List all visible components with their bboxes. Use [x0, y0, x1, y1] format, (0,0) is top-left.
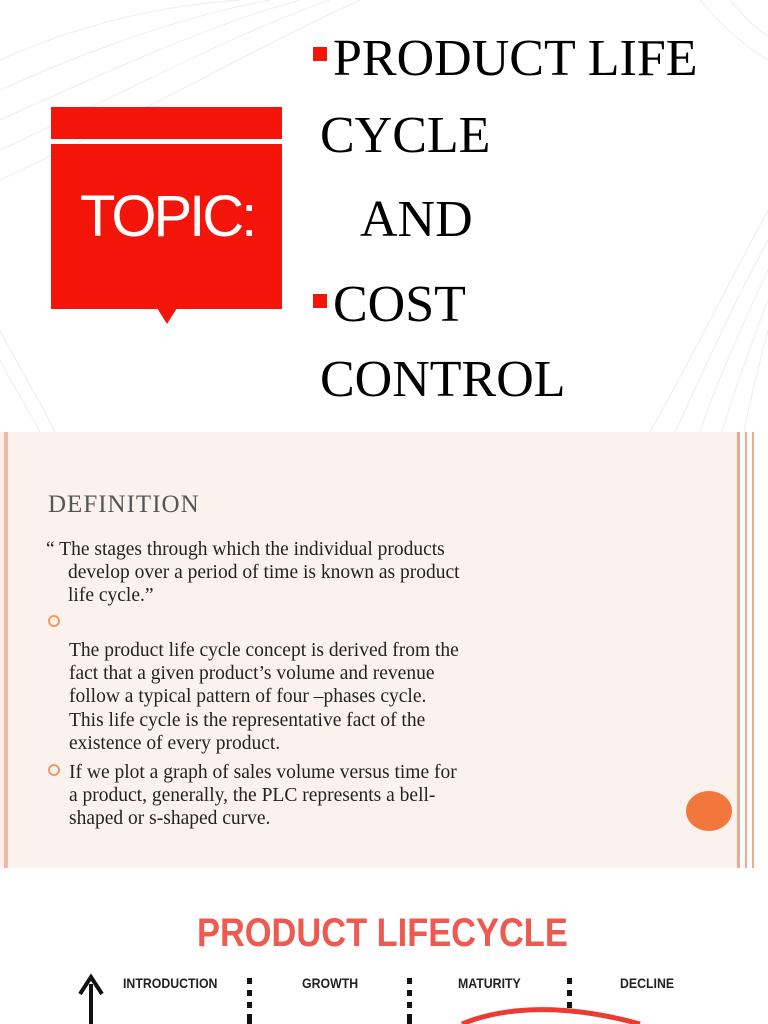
lifecycle-title: PRODUCT LIFECYCLE: [197, 911, 568, 955]
bullet-square-icon: [313, 47, 327, 61]
stage-divider: [407, 978, 412, 984]
quote-line: develop over a period of time is known as product: [68, 562, 460, 584]
bullet-line: shaped or s-shaped curve.: [69, 808, 271, 830]
topic-label: TOPIC:: [80, 184, 255, 249]
title-line-cost: COST: [333, 276, 466, 333]
bullet-line: The product life cycle concept is derived from the: [69, 640, 459, 661]
stage-divider: [567, 978, 572, 984]
title-slide: [0, 0, 768, 432]
definition-slide: [0, 432, 768, 868]
stage-divider: [247, 1002, 252, 1008]
stage-divider: [407, 990, 412, 996]
bullet-paragraph-1: [69, 639, 659, 755]
bullet-ring-icon: [48, 764, 60, 776]
stage-divider: [407, 1014, 412, 1024]
stage-divider: [407, 1002, 412, 1008]
right-border-line: [752, 432, 754, 868]
bullet-square-icon: [313, 294, 327, 308]
bullet-paragraph-2: [69, 761, 659, 831]
orange-circle-decoration: [686, 791, 732, 831]
definition-heading: DEFINITION: [48, 491, 200, 518]
lifecycle-curve: [462, 1010, 640, 1024]
bullet-line: a product, generally, the PLC represents a bell-: [69, 785, 436, 807]
left-border-line: [4, 432, 8, 868]
stage-growth: GROWTH: [302, 975, 359, 991]
stage-decline: DECLINE: [620, 975, 675, 991]
topic-header-bar: [51, 107, 282, 139]
bullet-line: existence of every product.: [69, 732, 281, 754]
stage-divider: [247, 978, 252, 984]
title-line-cycle: CYCLE: [320, 107, 491, 164]
bullet-line: This life cycle is the representative fact of the: [69, 709, 426, 731]
stage-introduction: INTRODUCTION: [123, 975, 218, 991]
title-line-and: AND: [360, 191, 473, 248]
quote-line: life cycle.”: [68, 585, 154, 607]
stage-divider: [247, 1014, 252, 1024]
bullet-ring-icon: [48, 615, 60, 627]
product-lifecycle-slide: [0, 868, 768, 1024]
bullet-line: follow a typical pattern of four –phases cycle.: [69, 686, 427, 708]
bullet-line: fact that a given product’s volume and revenue: [69, 663, 435, 685]
right-border-line: [737, 432, 740, 868]
stage-divider: [247, 990, 252, 996]
bullet-line: If we plot a graph of sales volume versus time for: [69, 762, 457, 783]
stage-divider: [567, 1002, 572, 1008]
topic-callout-pointer: [157, 308, 177, 324]
right-border-line: [745, 432, 747, 868]
stage-maturity: MATURITY: [458, 975, 521, 991]
definition-quote: [46, 538, 660, 608]
quote-line: “ The stages through which the individual products: [46, 539, 445, 560]
title-line-product-life: PRODUCT LIFE: [333, 30, 698, 87]
stage-divider: [567, 990, 572, 996]
title-line-control: CONTROL: [320, 351, 566, 408]
